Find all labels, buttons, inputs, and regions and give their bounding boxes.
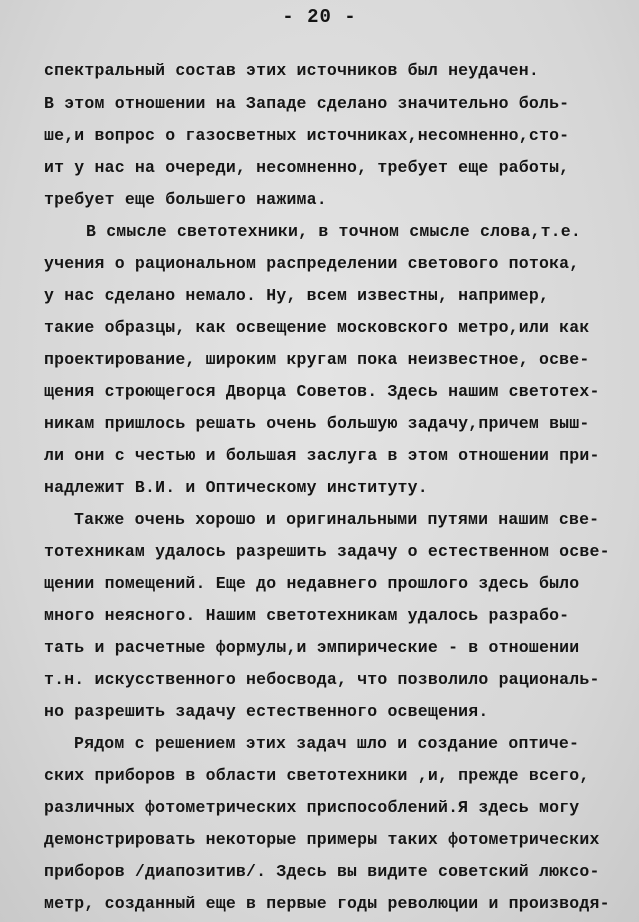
- text-line: ли они с честью и большая заслуга в этом отношении при-: [44, 446, 600, 465]
- text-line: но разрешить задачу естественного освещения.: [44, 702, 489, 721]
- text-line: надлежит В.И. и Оптическому институту.: [44, 478, 428, 497]
- text-line: ше,и вопрос о газосветных источниках,несомненно,сто-: [44, 126, 570, 145]
- text-line: ских приборов в области светотехники ,и, прежде всего,: [44, 766, 590, 785]
- paragraph-first-line: Рядом с решением этих задач шло и создание оптиче-: [74, 734, 580, 753]
- text-line: различных фотометрических приспособлений.Я здесь могу: [44, 798, 580, 817]
- text-line: спектральный состав этих источников был неудачен.: [44, 61, 539, 80]
- text-line: проектирование, широким кругам пока неизвестное, осве-: [44, 350, 590, 369]
- text-line: требует еще большего нажима.: [44, 190, 327, 209]
- text-line: тать и расчетные формулы,и эмпирические - в отношении: [44, 638, 580, 657]
- text-line: демонстрировать некоторые примеры таких фотометрических: [44, 830, 600, 849]
- text-line: приборов /диапозитив/. Здесь вы видите советский люксо-: [44, 862, 600, 881]
- paragraph-first-line: Также очень хорошо и оригинальными путями нашим све-: [74, 510, 600, 529]
- text-line: В этом отношении на Западе сделано значительно боль-: [44, 94, 570, 113]
- page-number: - 20 -: [282, 6, 357, 28]
- text-line: метр, созданный еще в первые годы революции и производя-: [44, 894, 610, 913]
- text-line: учения о рациональном распределении светового потока,: [44, 254, 580, 273]
- text-line: много неясного. Нашим светотехникам удалось разрабо-: [44, 606, 570, 625]
- text-line: никам пришлось решать очень большую задачу,причем выш-: [44, 414, 590, 433]
- text-line: щения строющегося Дворца Советов. Здесь нашим светотех-: [44, 382, 600, 401]
- text-line: ит у нас на очереди, несомненно, требует еще работы,: [44, 158, 570, 177]
- text-line: такие образцы, как освещение московского метро,или как: [44, 318, 590, 337]
- paragraph-first-line: В смысле светотехники, в точном смысле слова,т.е.: [86, 222, 581, 241]
- text-line: т.н. искусственного небосвода, что позволило рациональ-: [44, 670, 600, 689]
- text-line: у нас сделано немало. Ну, всем известны, например,: [44, 286, 550, 305]
- text-line: тотехникам удалось разрешить задачу о естественном осве-: [44, 542, 610, 561]
- text-line: щении помещений. Еще до недавнего прошлого здесь было: [44, 574, 580, 593]
